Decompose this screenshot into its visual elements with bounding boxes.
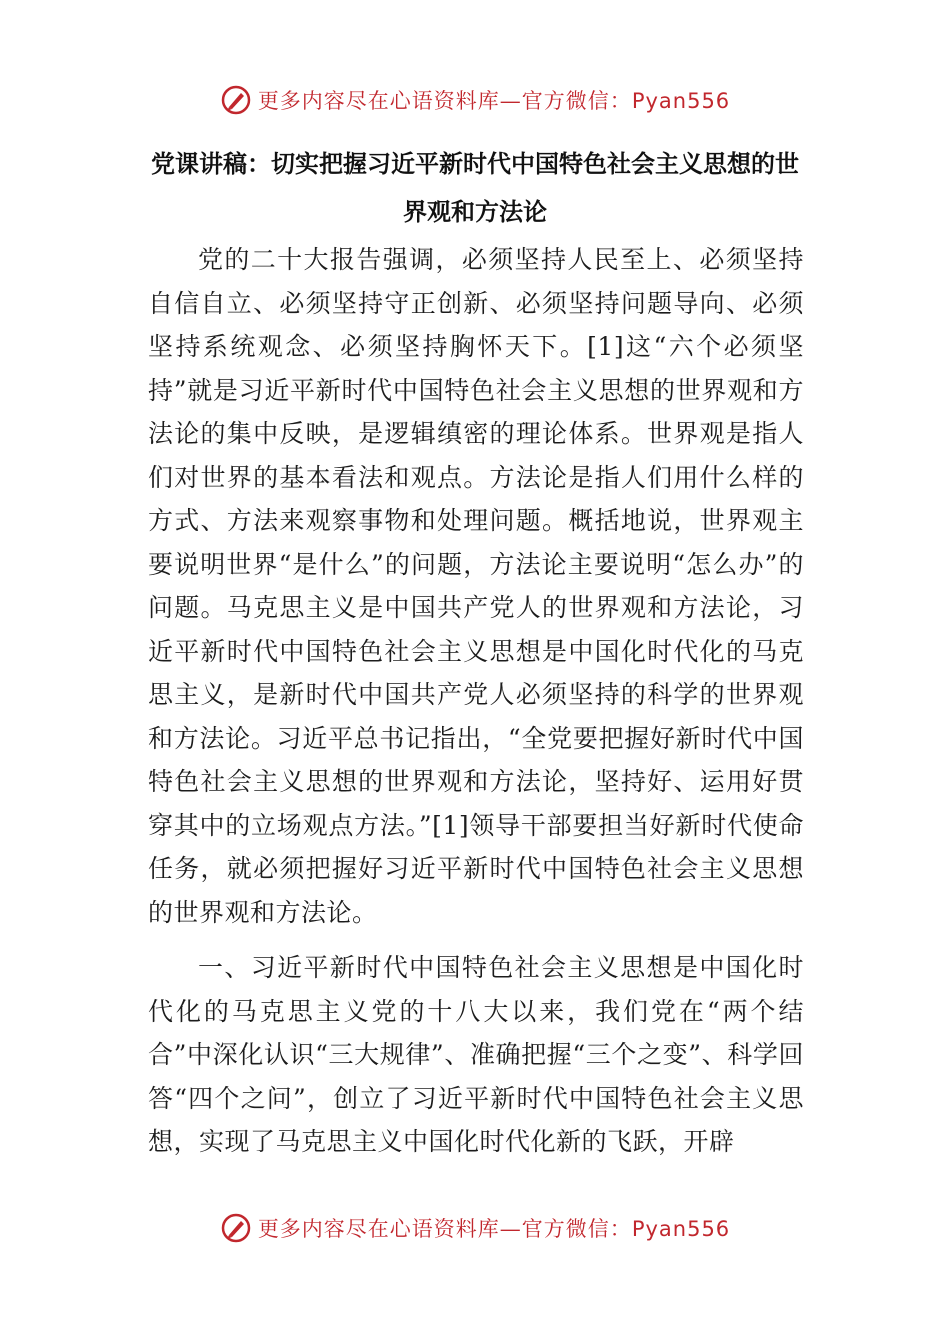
header-banner-text: 更多内容尽在心语资料库—官方微信：Pyan556 <box>257 89 731 113</box>
paragraph-intro: 党的二十大报告强调，必须坚持人民至上、必须坚持自信自立、必须坚持守正创新、必须坚持问题导向、必须坚持系统观念、必须坚持胸怀天下。[1]这“六个必须坚持”就是习近平新时代中国特色社会主义思想的世界观和方法论的集中反映，是逻辑缜密的理论体系。世界观是指人们对世界的基本看法和观点。方法论是指人们用什么样的方式、方法来观察事物和处理问题。概括地说，世界观主要说明世界“是什么”的问题，方法论主要说明“怎么办”的问题。马克思主义是中国共产党人的世界观和方法论，习近平新时代中国特色社会主义思想是中国化时代化的马克思主义，是新时代中国共产党人必须坚持的科学的世界观和方法论。习近平总书记指出，“全党要把握好新时代中国特色社会主义思想的世界观和方法论，坚持好、运用好贯穿其中的立场观点方法。”[1]领导干部要担当好新时代使命任务，就必须把握好习近平新时代中国特色社会主义思想的世界观和方法论。 <box>148 245 804 927</box>
pen-logo-icon <box>220 1212 252 1244</box>
footer-watermark-banner <box>0 1208 950 1248</box>
paragraph-section-one: 一、习近平新时代中国特色社会主义思想是中国化时代化的马克思主义党的十八大以来，我们党在“两个结合”中深化认识“三大规律”、准确把握“三个之变”、科学回答“四个之问”，创立了习近平新时代中国特色社会主义思想，实现了马克思主义中国化时代化新的飞跃，开辟 <box>148 953 804 1156</box>
header-watermark-banner <box>0 80 950 120</box>
document-title: 党课讲稿：切实把握习近平新时代中国特色社会主义思想的世界观和方法论 <box>151 150 799 226</box>
footer-banner-text: 更多内容尽在心语资料库—官方微信：Pyan556 <box>257 1217 731 1241</box>
pen-logo-icon <box>220 84 252 116</box>
